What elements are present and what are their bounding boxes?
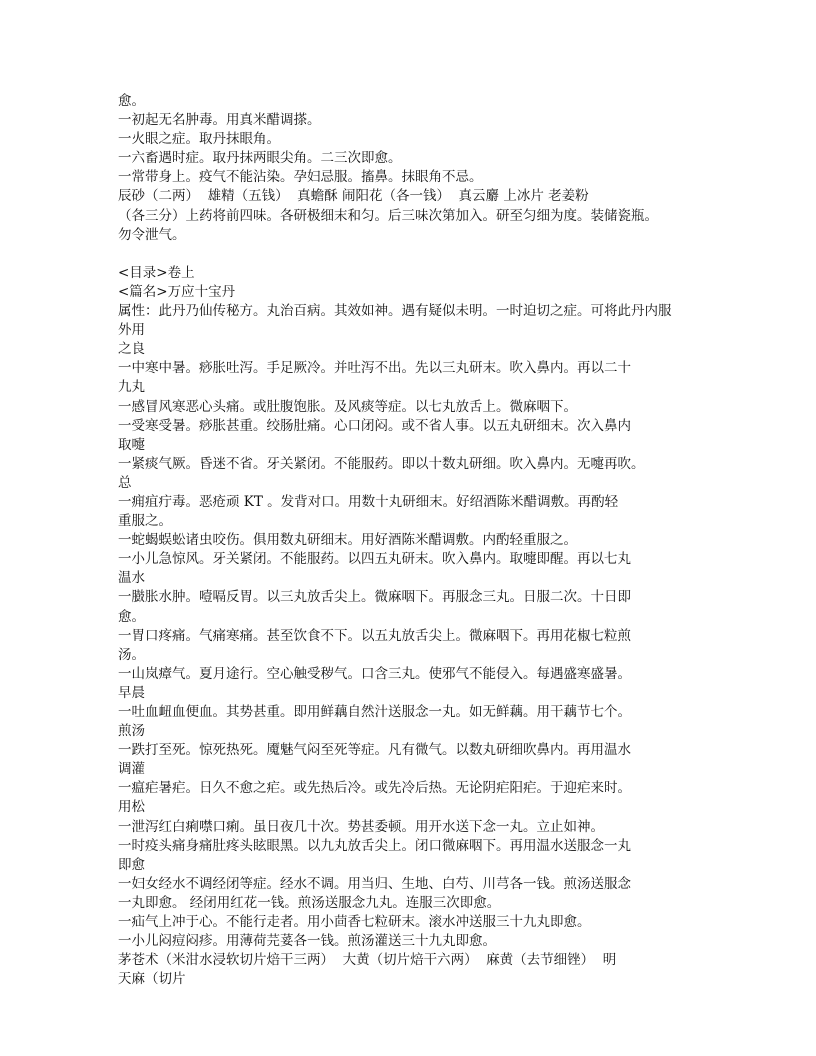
- text-line: 汤。: [118, 646, 145, 663]
- text-line: 调灌: [118, 761, 145, 778]
- blank-line: [118, 245, 718, 264]
- text-line: 一小儿闷痘闷疹。用薄荷芫荽各一钱。煎汤灌送三十九丸即愈。: [118, 933, 496, 950]
- text-line: 一泄泻红白痢噤口痢。虽日夜几十次。势甚委顿。用开水送下念一丸。立止如神。: [118, 818, 604, 835]
- ingredient-line: （各三分）上药将前四味。各研极细末和匀。后三味次第加入。研至匀细为度。装储瓷瓶。: [118, 207, 658, 224]
- catalog-heading: <目录>卷上: [118, 264, 195, 281]
- text-line: 一臌胀水肿。噎嗝反胃。以三丸放舌尖上。微麻咽下。再服念三丸。日服二次。十日即: [118, 589, 631, 606]
- text-line: 勿令泄气。: [118, 226, 186, 243]
- text-line: 愈。: [118, 93, 145, 109]
- document-page: [118, 92, 718, 1009]
- text-line: 重服之。: [118, 513, 172, 530]
- ingredient-line: 辰砂（二两） 雄精（五钱） 真蟾酥 闹阳花（各一钱） 真云麝 上冰片 老姜粉: [118, 188, 589, 205]
- properties-line: 属性：此丹乃仙传秘方。丸治百病。其效如神。遇有疑似未明。一时迫切之症。可将此丹内服: [118, 303, 672, 320]
- text-line: 早晨: [118, 684, 145, 701]
- text-line: 总: [118, 474, 132, 491]
- text-line: 一中寒中暑。痧胀吐泻。手足厥冷。并吐泻不出。先以三丸研末。吹入鼻内。再以二十: [118, 360, 631, 377]
- ingredient-line: 天麻（切片: [118, 971, 186, 988]
- text-line: 九丸: [118, 379, 145, 396]
- text-line: 一六畜遇时症。取丹抹两眼尖角。二三次即愈。: [118, 150, 402, 167]
- text-line: 一时疫头痛身痛肚疼头眩眼黑。以九丸放舌尖上。闭口微麻咽下。再用温水送服念一丸: [118, 837, 631, 854]
- text-line: 之良: [118, 341, 145, 358]
- text-line: 一跌打至死。惊死热死。魇魅气闷至死等症。凡有微气。以数丸研细吹鼻内。再用温水: [118, 742, 631, 759]
- text-line: 一吐血衄血便血。其势甚重。即用鲜藕自然汁送服念一丸。如无鲜藕。用干藕节七个。: [118, 704, 631, 720]
- text-line: 一胃口疼痛。气痛寒痛。甚至饮食不下。以五丸放舌尖上。微麻咽下。再用花椒七粒煎: [118, 627, 631, 644]
- text-line: 一受寒受暑。痧胀甚重。绞肠肚痛。心口闭闷。或不省人事。以五丸研细末。次入鼻内: [118, 417, 631, 434]
- text-line: 一火眼之症。取丹抹眼角。: [118, 131, 280, 148]
- text-line: 外用: [118, 322, 145, 339]
- text-line: 煎汤: [118, 723, 145, 740]
- text-line: 一感冒风寒恶心头痛。或肚腹饱胀。及风痰等症。以七丸放舌上。微麻咽下。: [118, 398, 577, 415]
- text-line: 用松: [118, 799, 145, 816]
- text-line: 一紧痰气厥。昏迷不省。牙关紧闭。不能服药。即以十数丸研细。吹入鼻内。无嚏再吹。: [118, 455, 645, 472]
- ingredient-line: [118, 989, 718, 1008]
- text-line: 一山岚瘴气。夏月途行。空心触受秽气。口含三丸。使邪气不能侵入。每遇盛寒盛暑。: [118, 665, 631, 682]
- text-line: 一瘟疟暑疟。日久不愈之疟。或先热后冷。或先冷后热。无论阴疟阳疟。于迎疟来时。: [118, 780, 631, 797]
- chapter-title: <篇名>万应十宝丹: [118, 283, 236, 300]
- text-line: 一痈疽疔毒。恶疮顽 KT 。发背对口。用数十丸研细末。好绍酒陈米醋调敷。再酌轻: [118, 493, 619, 510]
- text-line: 一常带身上。疫气不能沾染。孕妇忌服。搐鼻。抹眼角不忌。: [118, 169, 483, 186]
- text-line: 取嚏: [118, 436, 145, 453]
- text-line: 即愈: [118, 856, 145, 873]
- text-line: 愈。: [118, 608, 145, 625]
- text-line: 一妇女经水不调经闭等症。经水不调。用当归、生地、白芍、川芎各一钱。煎汤送服念: [118, 875, 631, 892]
- text-line: 温水: [118, 570, 145, 587]
- text-line: 一丸即愈。 经闭用红花一钱。煎汤送服念九丸。连服三次即愈。: [118, 894, 501, 911]
- text-line: 茅苍术（米泔水浸软切片焙干三两） 大黄（切片焙干六两） 麻黄（去节细锉） 明: [118, 952, 617, 969]
- text-line: 一小儿急惊风。牙关紧闭。不能服药。以四五丸研末。吹入鼻内。取嚏即醒。再以七丸: [118, 551, 631, 568]
- text-line: 一蛇蝎蜈蚣诸虫咬伤。俱用数丸研细末。用好酒陈米醋调敷。内酌轻重服之。: [118, 532, 577, 549]
- text-line: 一初起无名肿毒。用真米醋调搽。: [118, 112, 321, 129]
- text-line: 一疝气上冲于心。不能行走者。用小茴香七粒研末。滚水冲送服三十九丸即愈。: [118, 914, 591, 931]
